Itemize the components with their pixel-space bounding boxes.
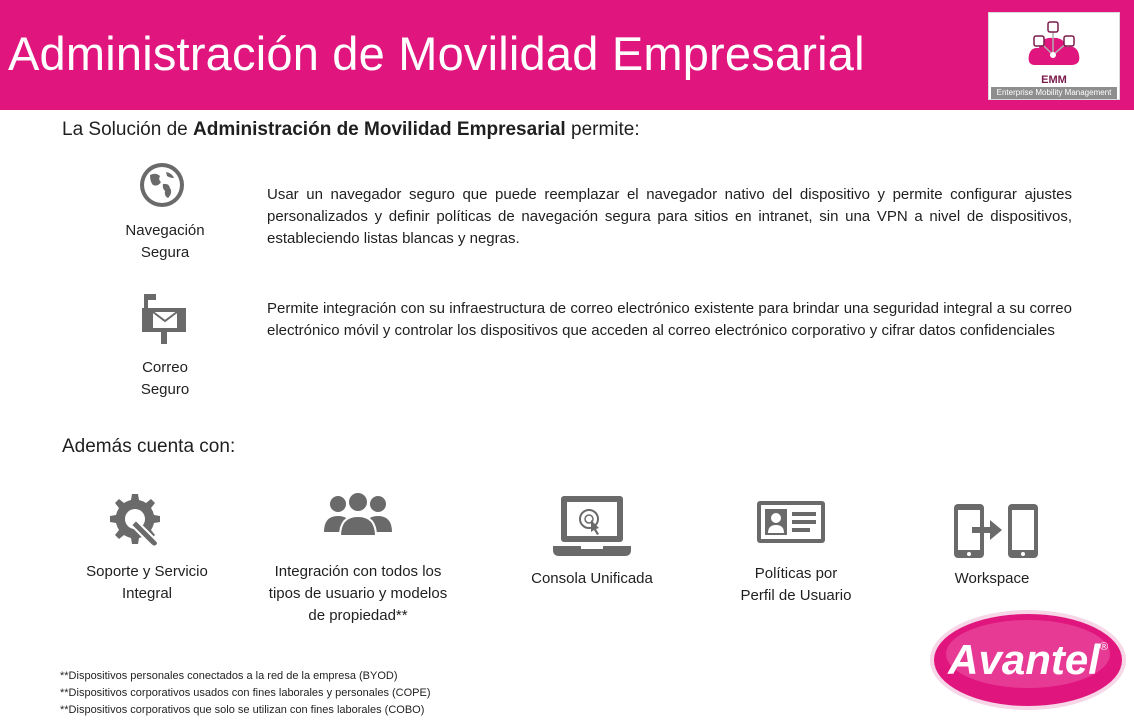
logo-name: EMM <box>1041 74 1067 86</box>
gear-wrench-icon <box>106 490 166 548</box>
laptop-icon <box>551 494 633 560</box>
logo-subtitle: Enterprise Mobility Management <box>991 87 1117 99</box>
devices-transfer-icon <box>952 502 1040 560</box>
feature-label-line: Correo <box>142 359 188 376</box>
intro-text <box>62 119 640 141</box>
page-title: Administración de Movilidad Empresarial <box>8 27 865 80</box>
capability-label-politicas <box>716 563 876 607</box>
feature-label-correo <box>110 357 220 401</box>
avantel-logo <box>928 606 1128 714</box>
capability-label-soporte <box>60 561 234 605</box>
also-heading: Además cuenta con: <box>62 436 236 457</box>
brand-registered: ® <box>1100 641 1109 653</box>
capability-label-line: Perfil de Usuario <box>740 587 852 604</box>
feature-label-line: Navegación <box>125 222 205 239</box>
footnote: **Dispositivos personales conectados a la red de la empresa (BYOD) <box>60 670 398 682</box>
header-banner <box>0 0 1134 110</box>
capability-label-line: Soporte y Servicio <box>86 563 208 580</box>
capability-label-integracion <box>240 561 476 627</box>
cloud-network-icon <box>1025 15 1085 75</box>
capability-label-line: Workspace <box>954 570 1030 587</box>
feature-label-navegacion <box>110 220 220 264</box>
intro-after: permite: <box>565 119 640 140</box>
mailbox-icon <box>138 290 190 346</box>
feature-description-correo: Permite integración con su infraestructura de correo electrónico existente para brindar una seguridad integral a su correo electrónico móvil y controlar los dispositivos que acceden al correo electrónico corporativo y cifrar datos confidenciales <box>267 300 1072 339</box>
capability-label-line: tipos de usuario y modelos <box>268 585 448 602</box>
feature-description-navegacion: Usar un navegador seguro que puede reemplazar el navegador nativo del dispositivo y permite configurar ajustes personalizados y definir políticas de navegación segura para sitios en intranet, sin una VPN a nivel de dispositivos, estableciendo listas blancas y negras. <box>267 186 1072 247</box>
intro-before: La Solución de <box>62 119 193 140</box>
footnotes <box>60 668 431 719</box>
capability-label-line: de propiedad** <box>308 607 408 624</box>
intro-bold: Administración de Movilidad Empresarial <box>193 119 566 140</box>
brand-name: Avantel <box>948 636 1100 683</box>
globe-icon <box>136 160 188 210</box>
capability-label-line: Integral <box>121 585 173 602</box>
footnote: **Dispositivos corporativos usados con fines laborales y personales (COPE) <box>60 687 431 699</box>
feature-label-line: Seguro <box>140 381 190 398</box>
capability-label-line: Consola Unificada <box>531 570 653 587</box>
id-card-icon <box>756 500 826 544</box>
feature-label-line: Segura <box>140 244 190 261</box>
users-icon <box>322 490 394 538</box>
capability-label-consola <box>514 568 670 590</box>
emm-logo <box>988 12 1120 100</box>
footnote: **Dispositivos corporativos que solo se utilizan con fines laborales (COBO) <box>60 704 425 716</box>
capability-label-line: Integración con todos los <box>274 563 442 580</box>
capability-label-line: Políticas por <box>754 565 838 582</box>
capability-label-workspace <box>912 568 1072 590</box>
